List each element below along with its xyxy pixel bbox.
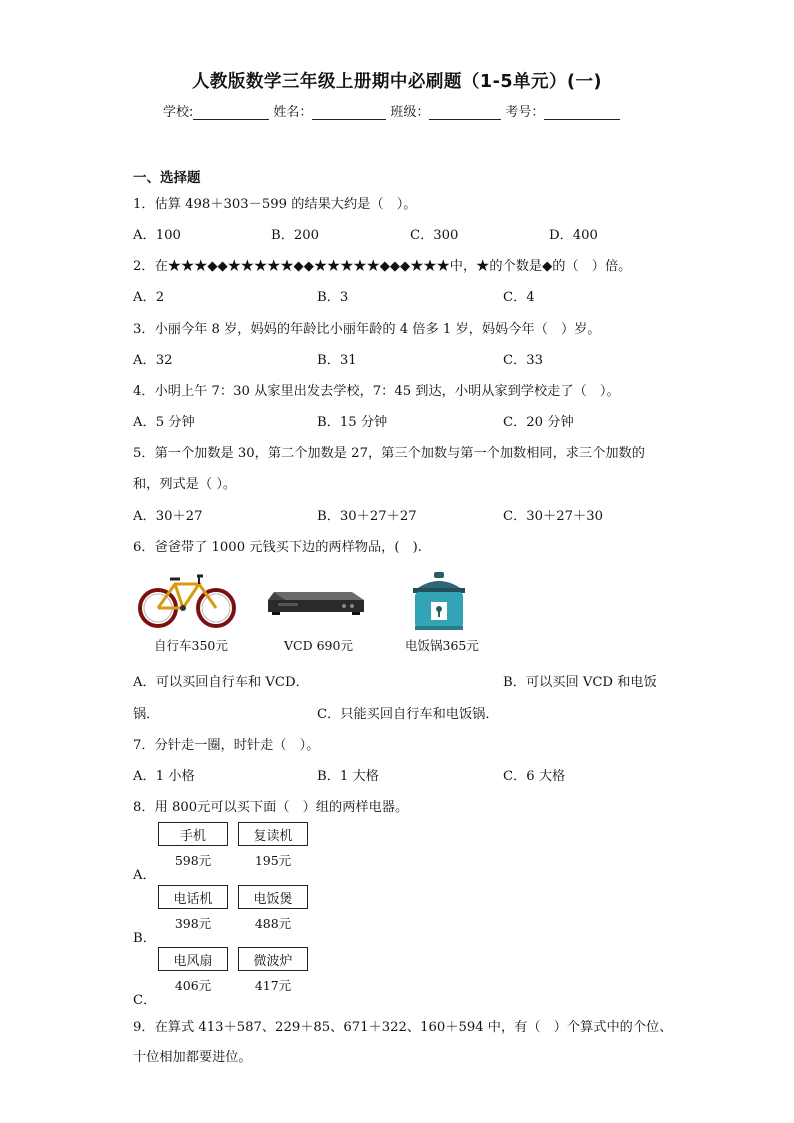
name-blank[interactable] xyxy=(312,105,386,120)
school-blank[interactable] xyxy=(193,105,269,120)
question-6: 6．爸爸带了 1000 元钱买下边的两样物品，( ). xyxy=(133,540,423,555)
q1-option-d[interactable]: D．400 xyxy=(549,228,598,243)
q8-option-a[interactable]: A． xyxy=(133,868,156,883)
question-9-line-1: 9．在算式 413＋587、229＋85、671＋322、160＋594 中，有（ ）个算式中的个位、 xyxy=(133,1020,673,1035)
q3-option-b[interactable]: B．31 xyxy=(317,353,357,368)
q5-option-c[interactable]: C．30＋27＋30 xyxy=(503,509,603,524)
question-4: 4．小明上午 7：30 从家里出发去学校，7：45 到达，小明从家到学校走了（ ）。 xyxy=(133,384,620,399)
q4-option-c[interactable]: C．20 分钟 xyxy=(503,415,574,430)
q6-option-c[interactable]: C．只能买回自行车和电饭锅． xyxy=(317,707,499,722)
number-label: 考号： xyxy=(505,105,545,120)
q7-option-c[interactable]: C．6 大格 xyxy=(503,769,566,784)
school-label: 学校: xyxy=(163,105,194,120)
q1-option-a[interactable]: A．100 xyxy=(133,228,181,243)
bicycle-icon xyxy=(137,570,237,630)
q8-a-item-1-price: 598元 xyxy=(174,853,212,868)
rice-cooker-icon xyxy=(409,570,469,632)
q4-option-b[interactable]: B．15 分钟 xyxy=(317,415,388,430)
question-8: 8．用 800元可以买下面（ ）组的两样电器。 xyxy=(133,800,409,815)
q8-c-item-2-price: 417元 xyxy=(254,978,292,993)
question-9-line-2: 十位相加都要进位。 xyxy=(133,1050,252,1065)
student-info-line xyxy=(163,101,624,120)
question-3: 3．小丽今年 8 岁，妈妈的年龄比小丽年龄的 4 倍多 1 岁，妈妈今年（ ）岁。 xyxy=(133,322,601,337)
q7-option-b[interactable]: B．1 大格 xyxy=(317,769,379,784)
q5-option-b[interactable]: B．30＋27＋27 xyxy=(317,509,417,524)
section-heading: 一、选择题 xyxy=(133,170,201,186)
q1-option-c[interactable]: C．300 xyxy=(410,228,459,243)
q3-option-a[interactable]: A．32 xyxy=(133,353,173,368)
name-label: 姓名： xyxy=(273,105,313,120)
q8-a-item-2-price: 195元 xyxy=(254,853,292,868)
q8-c-item-1-box: 电风扇 xyxy=(158,947,228,971)
q6-option-b[interactable]: B．可以买回 VCD 和电饭 xyxy=(503,675,657,690)
question-1: 1．估算 498＋303－599 的结果大约是（ ）。 xyxy=(133,197,417,212)
rice-cooker-caption: 电饭锅365元 xyxy=(405,638,479,653)
q8-b-item-1-price: 398元 xyxy=(174,916,212,931)
q2-option-c[interactable]: C．4 xyxy=(503,290,535,305)
q8-a-item-2-box: 复读机 xyxy=(238,822,308,846)
vcd-player-icon xyxy=(266,588,366,620)
q8-c-item-1-price: 406元 xyxy=(174,978,212,993)
q2-option-b[interactable]: B．3 xyxy=(317,290,349,305)
class-label: 班级： xyxy=(390,105,430,120)
q2-option-a[interactable]: A．2 xyxy=(133,290,165,305)
question-2: 2．在★★★◆◆★★★★★◆◆★★★★★◆◆◆★★★中，★的个数是◆的（ ）倍。 xyxy=(133,259,632,274)
q8-a-item-1-box: 手机 xyxy=(158,822,228,846)
number-blank[interactable] xyxy=(544,105,620,120)
question-5-line-1: 5．第一个加数是 30，第二个加数是 27，第三个加数与第一个加数相同，求三个加数的 xyxy=(133,446,645,461)
q4-option-a[interactable]: A．5 分钟 xyxy=(133,415,195,430)
q6-option-a[interactable]: A．可以买回自行车和 VCD． xyxy=(133,675,309,690)
vcd-caption: VCD 690元 xyxy=(284,638,353,653)
q8-b-item-2-box: 电饭煲 xyxy=(238,885,308,909)
q8-c-item-2-box: 微波炉 xyxy=(238,947,308,971)
question-7: 7．分针走一圈，时针走（ ）。 xyxy=(133,738,320,753)
question-5-line-2: 和，列式是（ ）。 xyxy=(133,477,237,492)
q5-option-a[interactable]: A．30＋27 xyxy=(133,509,203,524)
q6-option-b-continued: 锅． xyxy=(133,707,160,722)
q8-b-item-1-box: 电话机 xyxy=(158,885,228,909)
q7-option-a[interactable]: A．1 小格 xyxy=(133,769,195,784)
class-blank[interactable] xyxy=(429,105,501,120)
bicycle-caption: 自行车350元 xyxy=(154,638,228,653)
q8-option-b[interactable]: B． xyxy=(133,931,156,946)
q8-b-item-2-price: 488元 xyxy=(254,916,292,931)
q1-option-b[interactable]: B．200 xyxy=(271,228,320,243)
q8-option-c[interactable]: C． xyxy=(133,993,157,1008)
q3-option-c[interactable]: C．33 xyxy=(503,353,544,368)
page-title: 人教版数学三年级上册期中必刷题（1-5单元）(一) xyxy=(191,72,603,92)
